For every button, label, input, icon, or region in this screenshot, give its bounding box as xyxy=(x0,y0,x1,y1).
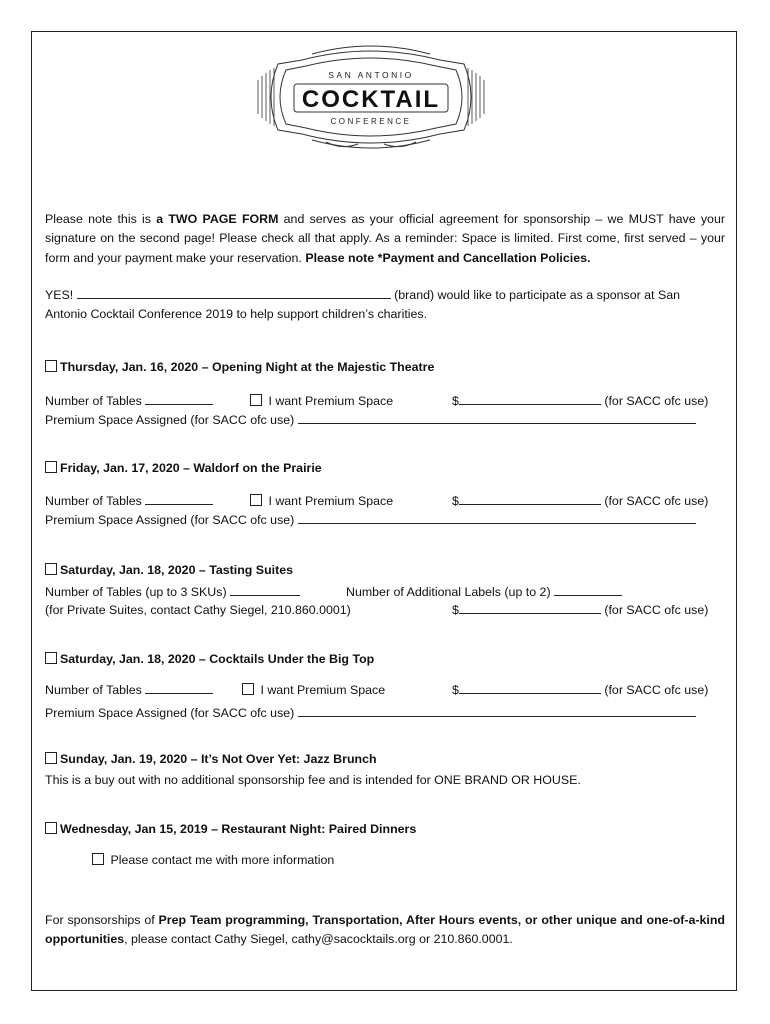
saturday-suites-tables: Number of Tables (up to 3 SKUs) xyxy=(45,583,300,602)
saturday-suites-title: Saturday, Jan. 18, 2020 – Tasting Suites xyxy=(45,561,293,580)
saturday-suites-labels-input[interactable] xyxy=(554,583,622,596)
friday-assigned: Premium Space Assigned (for SACC ofc use) xyxy=(45,511,696,530)
friday-tables: Number of Tables xyxy=(45,492,213,511)
contact-me-checkbox[interactable] xyxy=(92,853,104,865)
thursday-checkbox[interactable] xyxy=(45,360,57,372)
friday-amount: $ (for SACC ofc use) xyxy=(452,494,709,508)
thursday-assigned-input[interactable] xyxy=(298,411,696,424)
san-antonio-cocktail-conference-logo xyxy=(242,40,500,154)
thursday-tables-input[interactable] xyxy=(145,392,213,405)
yes-line-2: Antonio Cocktail Conference 2019 to help support children’s charities. xyxy=(45,307,428,321)
saturday-suites-labels: Number of Additional Labels (up to 2) xyxy=(346,583,622,602)
thursday-premium: I want Premium Space xyxy=(250,392,393,411)
saturday-bigtop-premium-checkbox[interactable] xyxy=(242,683,254,695)
friday-amount-input[interactable] xyxy=(459,492,601,505)
sunday-title: Sunday, Jan. 19, 2020 – It’s Not Over Yet: Jazz Brunch xyxy=(45,750,377,769)
logo-top-text: SAN ANTONIO xyxy=(328,70,414,80)
saturday-suites-private-note: (for Private Suites, contact Cathy Siegel, 210.860.0001) xyxy=(45,603,351,617)
wednesday-checkbox[interactable] xyxy=(45,822,57,834)
brand-input[interactable] xyxy=(77,286,391,299)
saturday-bigtop-checkbox[interactable] xyxy=(45,652,57,664)
saturday-bigtop-assigned: Premium Space Assigned (for SACC ofc use) xyxy=(45,704,696,723)
thursday-premium-checkbox[interactable] xyxy=(250,394,262,406)
saturday-bigtop-title: Saturday, Jan. 18, 2020 – Cocktails Under the Big Top xyxy=(45,650,374,669)
intro-paragraph: Please note this is a TWO PAGE FORM and serves as your official agreement for sponsorship – we MUST have your signature on the second page! Please check all that apply. As a reminder: Space is limited. First come, first served – your form and your payment make your reservation. Please note *Payment and Cancellation Policies. xyxy=(45,212,725,265)
thursday-amount-input[interactable] xyxy=(459,392,601,405)
saturday-bigtop-tables: Number of Tables xyxy=(45,681,213,700)
thursday-assigned: Premium Space Assigned (for SACC ofc use) xyxy=(45,411,696,430)
logo-main-text: COCKTAIL xyxy=(301,86,441,113)
saturday-suites-amount: $ (for SACC ofc use) xyxy=(452,603,709,617)
saturday-bigtop-tables-input[interactable] xyxy=(145,681,213,694)
saturday-bigtop-assigned-input[interactable] xyxy=(298,704,696,717)
friday-assigned-input[interactable] xyxy=(298,511,696,524)
sunday-note: This is a buy out with no additional sponsorship fee and is intended for ONE BRAND OR HOUSE. xyxy=(45,773,581,787)
friday-title: Friday, Jan. 17, 2020 – Waldorf on the Prairie xyxy=(45,459,322,478)
saturday-bigtop-amount: $ (for SACC ofc use) xyxy=(452,683,709,697)
saturday-bigtop-premium: I want Premium Space xyxy=(242,681,385,700)
thursday-amount: $ (for SACC ofc use) xyxy=(452,394,709,408)
logo-bottom-text: CONFERENCE xyxy=(330,117,412,126)
friday-premium-checkbox[interactable] xyxy=(250,494,262,506)
saturday-suites-checkbox[interactable] xyxy=(45,563,57,575)
saturday-bigtop-amount-input[interactable] xyxy=(459,681,601,694)
friday-premium: I want Premium Space xyxy=(250,492,393,511)
thursday-title: Thursday, Jan. 16, 2020 – Opening Night at the Majestic Theatre xyxy=(45,358,434,377)
sunday-checkbox[interactable] xyxy=(45,752,57,764)
wednesday-contact: Please contact me with more information xyxy=(92,851,334,870)
friday-tables-input[interactable] xyxy=(145,492,213,505)
yes-line: YES! (brand) would like to participate as a sponsor at San xyxy=(45,288,680,302)
friday-checkbox[interactable] xyxy=(45,461,57,473)
thursday-tables: Number of Tables xyxy=(45,392,213,411)
saturday-suites-tables-input[interactable] xyxy=(230,583,300,596)
footer-paragraph: For sponsorships of Prep Team programming, Transportation, After Hours events, or other unique and one-of-a-kind opportunities, please contact Cathy Siegel, cathy@sacocktails.org or 210.860.0001. xyxy=(45,913,726,947)
wednesday-title: Wednesday, Jan 15, 2019 – Restaurant Night: Paired Dinners xyxy=(45,820,416,839)
saturday-suites-amount-input[interactable] xyxy=(459,601,601,614)
